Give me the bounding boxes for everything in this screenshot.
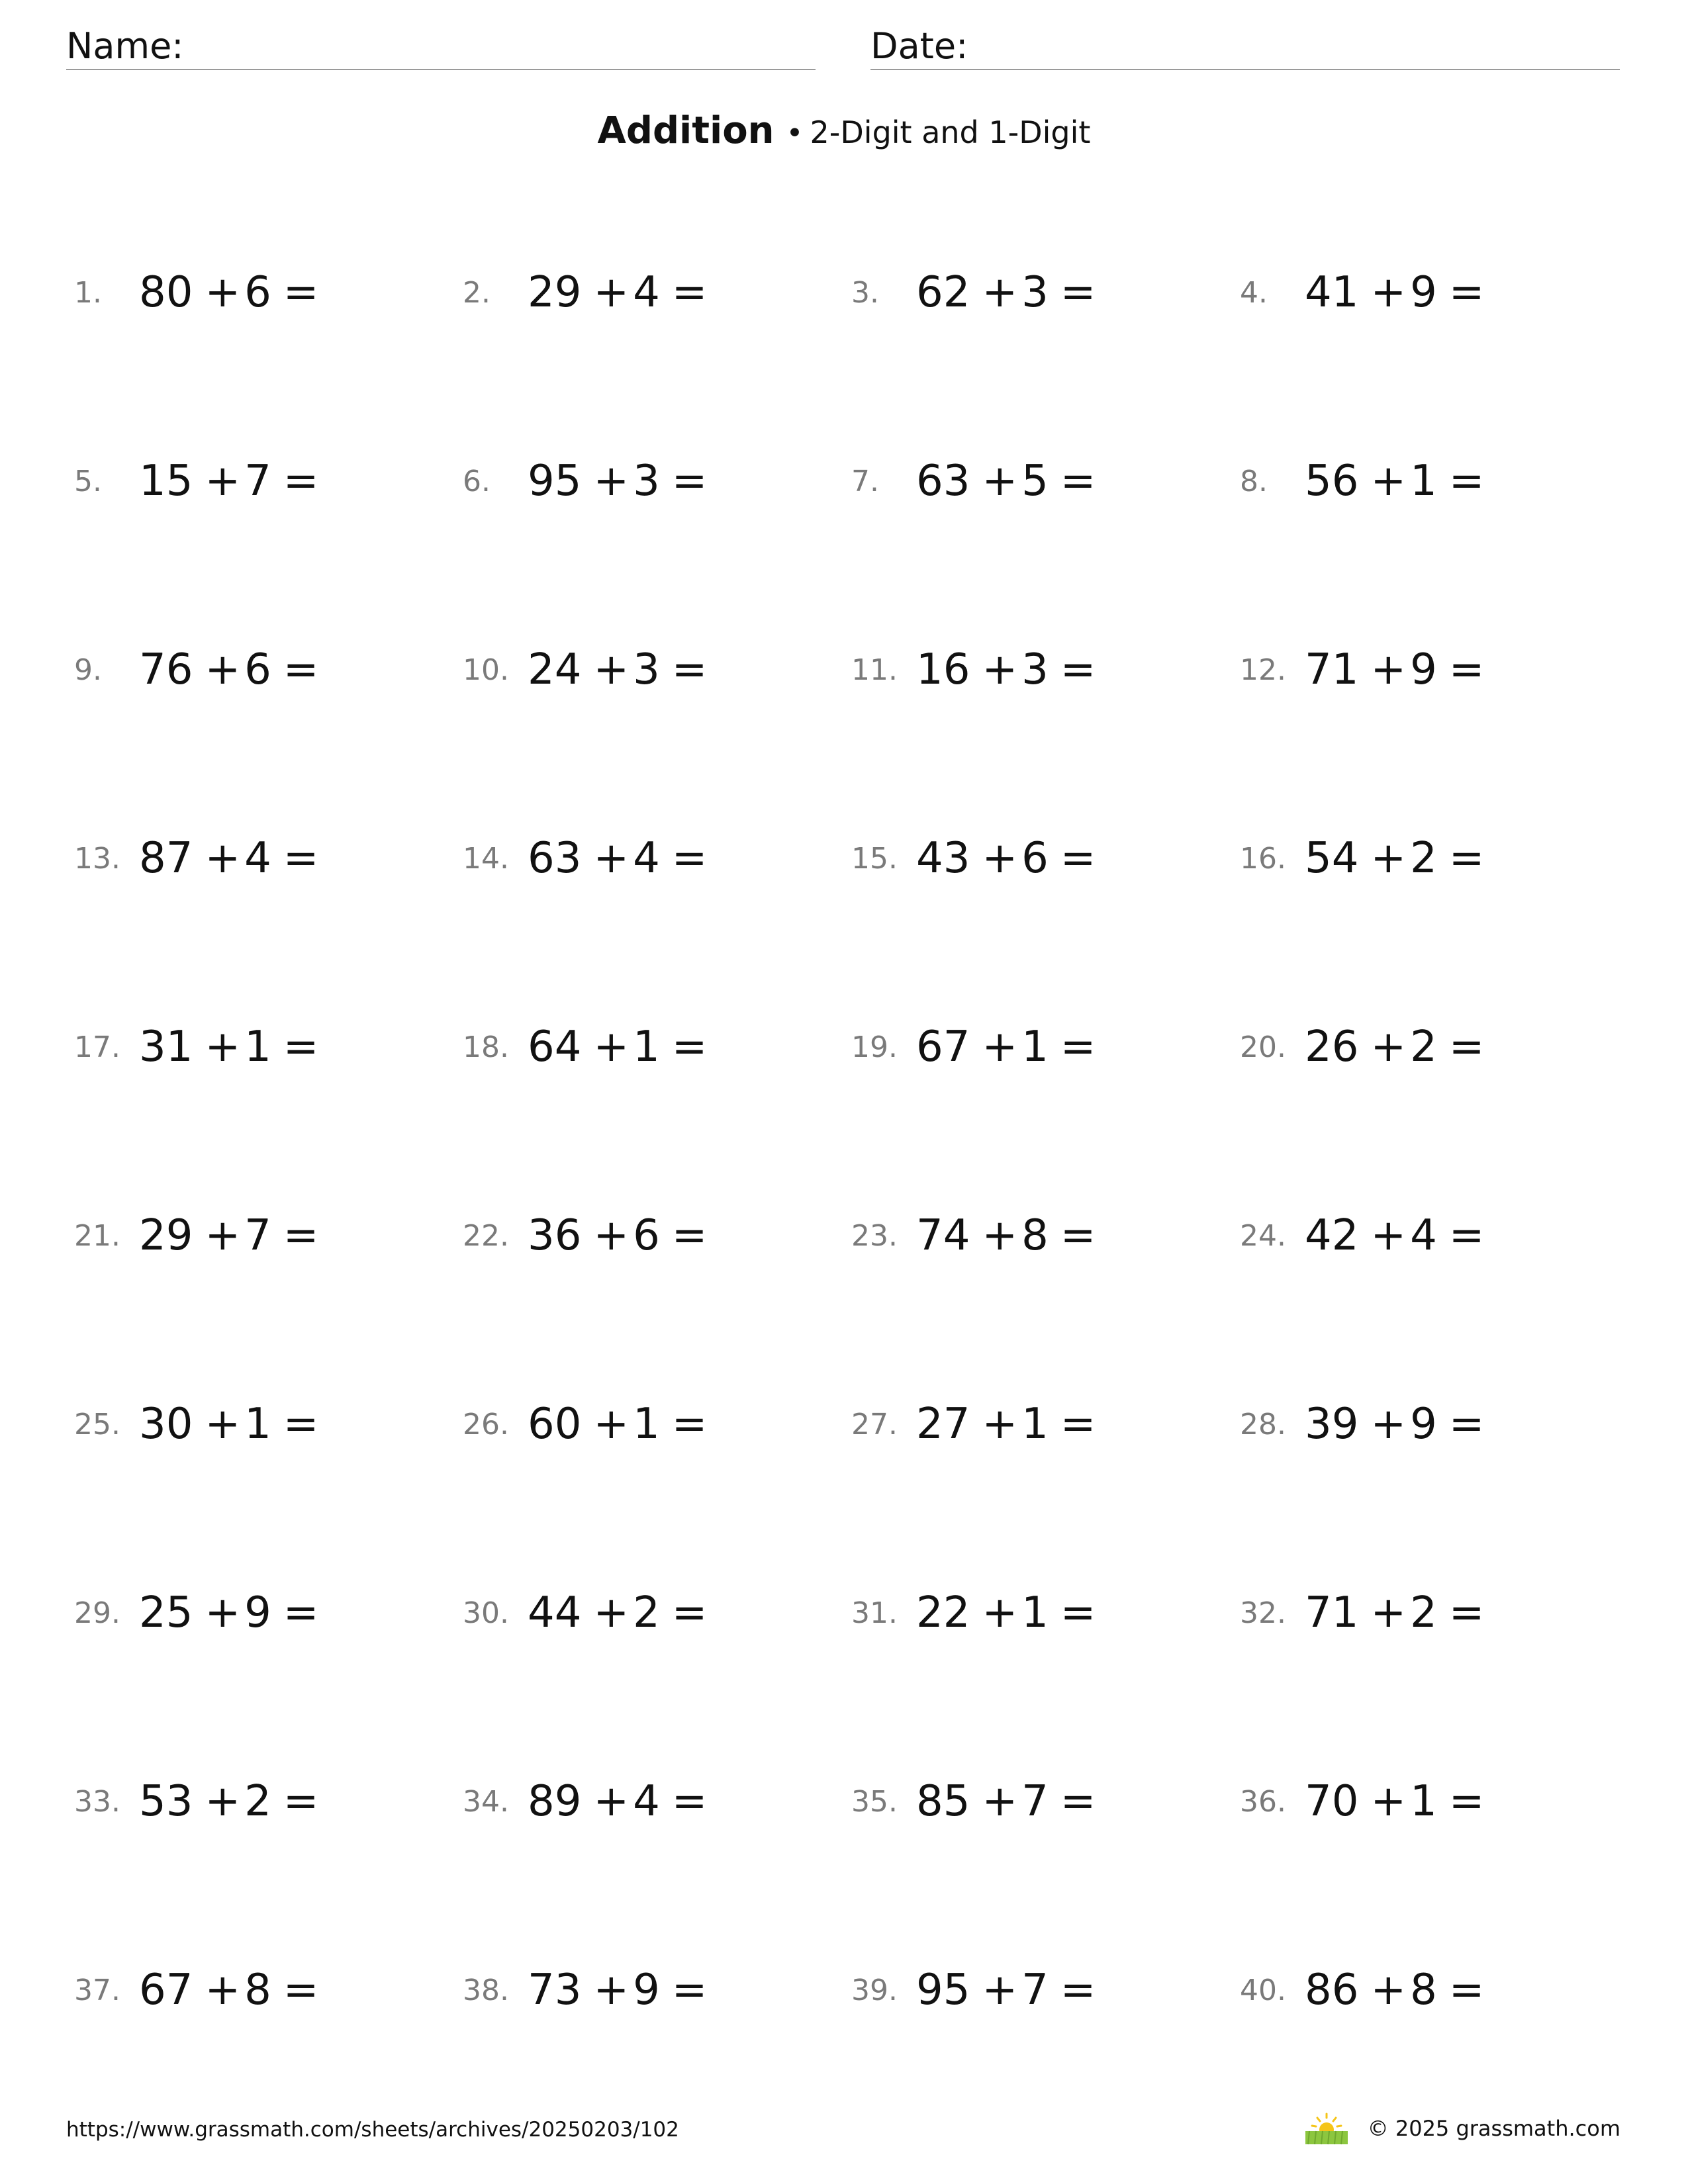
problem-expression (1305, 1211, 1484, 1260)
equals-sign: = (1448, 1777, 1485, 1826)
equals-sign: = (283, 834, 319, 883)
equals-sign: = (671, 1966, 708, 2015)
problem-number: 36. (1240, 1784, 1286, 1819)
addend-b: 7 (1021, 1966, 1049, 2015)
addend-b: 2 (1410, 834, 1437, 883)
equals-sign: = (283, 1023, 319, 1071)
addend-a: 24 (528, 645, 582, 694)
problem-number: 26. (463, 1407, 509, 1441)
problem-item (851, 1195, 1240, 1277)
problem-number: 15. (851, 841, 898, 876)
equals-sign: = (283, 1588, 319, 1637)
problem-number: 29. (74, 1596, 120, 1630)
addend-b: 2 (1410, 1588, 1437, 1637)
plus-sign: + (205, 645, 241, 694)
problem-expression (916, 834, 1096, 883)
plus-sign: + (205, 1588, 241, 1637)
problem-item (74, 251, 463, 334)
problem-item (851, 1949, 1240, 2031)
equals-sign: = (1448, 1211, 1485, 1260)
problem-number: 2. (463, 275, 491, 310)
plus-sign: + (593, 268, 630, 317)
problem-expression (1305, 1588, 1484, 1637)
problem-number: 10. (463, 653, 509, 687)
problem-number: 38. (463, 1973, 509, 2007)
addend-b: 9 (1410, 268, 1437, 317)
equals-sign: = (1448, 1400, 1485, 1449)
equals-sign: = (1060, 834, 1096, 883)
addend-a: 74 (916, 1211, 970, 1260)
plus-sign: + (205, 1400, 241, 1449)
plus-sign: + (1370, 1211, 1407, 1260)
problem-expression (528, 1966, 707, 2015)
plus-sign: + (982, 1023, 1018, 1071)
addend-a: 80 (139, 268, 193, 317)
problem-number: 17. (74, 1030, 120, 1064)
addend-a: 71 (1305, 1588, 1359, 1637)
problem-item (1240, 1949, 1628, 2031)
problem-item (74, 1195, 463, 1277)
addend-a: 62 (916, 268, 970, 317)
addend-b: 7 (244, 1211, 271, 1260)
problem-number: 23. (851, 1218, 898, 1253)
problem-item (1240, 817, 1628, 899)
problem-number: 20. (1240, 1030, 1286, 1064)
problem-expression (916, 1211, 1096, 1260)
problem-number: 25. (74, 1407, 120, 1441)
addend-a: 39 (1305, 1400, 1359, 1449)
addend-b: 1 (1021, 1023, 1049, 1071)
plus-sign: + (1370, 1400, 1407, 1449)
problem-number: 14. (463, 841, 509, 876)
name-field[interactable] (66, 24, 816, 70)
problem-item (851, 629, 1240, 711)
addend-b: 2 (633, 1588, 660, 1637)
equals-sign: = (1448, 834, 1485, 883)
problem-expression (916, 1588, 1096, 1637)
addend-b: 4 (633, 834, 660, 883)
problem-number: 5. (74, 464, 102, 498)
problem-expression (139, 457, 318, 506)
addend-b: 8 (1021, 1211, 1049, 1260)
addend-a: 87 (139, 834, 193, 883)
addend-a: 26 (1305, 1023, 1359, 1071)
addend-b: 2 (1410, 1023, 1437, 1071)
problem-item (463, 1572, 851, 1654)
problem-number: 30. (463, 1596, 509, 1630)
addend-b: 1 (244, 1400, 271, 1449)
problem-item (851, 817, 1240, 899)
plus-sign: + (205, 1211, 241, 1260)
addend-b: 1 (244, 1023, 271, 1071)
problem-number: 13. (74, 841, 120, 876)
addend-b: 1 (1021, 1588, 1049, 1637)
problem-expression (1305, 1777, 1484, 1826)
addend-a: 63 (528, 834, 582, 883)
worksheet-title (0, 105, 1688, 166)
problem-expression (528, 457, 707, 506)
problem-expression (916, 1966, 1096, 2015)
problem-expression (528, 268, 707, 317)
problem-number: 33. (74, 1784, 120, 1819)
addend-a: 30 (139, 1400, 193, 1449)
plus-sign: + (1370, 457, 1407, 506)
problem-number: 4. (1240, 275, 1268, 310)
problem-item (851, 1760, 1240, 1843)
addend-a: 25 (139, 1588, 193, 1637)
problem-number: 40. (1240, 1973, 1286, 2007)
addend-a: 76 (139, 645, 193, 694)
problem-expression (528, 1588, 707, 1637)
problem-expression (916, 457, 1096, 506)
problem-item (1240, 1383, 1628, 1465)
addend-a: 44 (528, 1588, 582, 1637)
problem-item (74, 1006, 463, 1088)
addend-a: 22 (916, 1588, 970, 1637)
problem-expression (916, 1777, 1096, 1826)
problem-number: 1. (74, 275, 102, 310)
plus-sign: + (205, 457, 241, 506)
addend-a: 27 (916, 1400, 970, 1449)
problem-expression (139, 834, 318, 883)
plus-sign: + (593, 457, 630, 506)
problem-expression (139, 1211, 318, 1260)
equals-sign: = (1448, 1023, 1485, 1071)
addend-a: 60 (528, 1400, 582, 1449)
equals-sign: = (1060, 1777, 1096, 1826)
plus-sign: + (593, 1966, 630, 2015)
equals-sign: = (1060, 1400, 1096, 1449)
problem-number: 9. (74, 653, 102, 687)
addend-a: 53 (139, 1777, 193, 1826)
equals-sign: = (1448, 268, 1485, 317)
addend-a: 85 (916, 1777, 970, 1826)
date-field[interactable] (870, 24, 1620, 70)
equals-sign: = (1448, 1966, 1485, 2015)
equals-sign: = (671, 1023, 708, 1071)
equals-sign: = (671, 834, 708, 883)
copyright-text: © 2025 grassmath.com (1367, 2116, 1620, 2141)
problem-item (74, 817, 463, 899)
problem-item (74, 1949, 463, 2031)
problem-number: 7. (851, 464, 879, 498)
name-label: Name: (66, 25, 184, 67)
addend-b: 9 (1410, 645, 1437, 694)
addend-b: 4 (1410, 1211, 1437, 1260)
problem-item (1240, 629, 1628, 711)
addend-a: 63 (916, 457, 970, 506)
addend-b: 1 (1410, 1777, 1437, 1826)
addend-a: 41 (1305, 268, 1359, 317)
addend-b: 1 (1021, 1400, 1049, 1449)
plus-sign: + (205, 1966, 241, 2015)
equals-sign: = (283, 1211, 319, 1260)
addend-b: 9 (244, 1588, 271, 1637)
addend-b: 6 (244, 645, 271, 694)
problem-item (463, 440, 851, 522)
plus-sign: + (593, 834, 630, 883)
problem-expression (916, 268, 1096, 317)
problem-item (851, 440, 1240, 522)
title-subtitle: 2-Digit and 1-Digit (810, 114, 1091, 150)
addend-a: 95 (528, 457, 582, 506)
problem-number: 28. (1240, 1407, 1286, 1441)
problem-number: 24. (1240, 1218, 1286, 1253)
problem-number: 31. (851, 1596, 898, 1630)
problem-item (851, 1006, 1240, 1088)
equals-sign: = (671, 1211, 708, 1260)
addend-a: 16 (916, 645, 970, 694)
problem-item (74, 629, 463, 711)
addend-a: 31 (139, 1023, 193, 1071)
problem-number: 34. (463, 1784, 509, 1819)
addend-b: 7 (244, 457, 271, 506)
plus-sign: + (1370, 1023, 1407, 1071)
equals-sign: = (1448, 457, 1485, 506)
problem-expression (528, 1777, 707, 1826)
problem-number: 11. (851, 653, 898, 687)
equals-sign: = (1060, 457, 1096, 506)
problem-item (851, 251, 1240, 334)
addend-a: 89 (528, 1777, 582, 1826)
date-label: Date: (870, 25, 968, 67)
addend-a: 86 (1305, 1966, 1359, 2015)
plus-sign: + (1370, 834, 1407, 883)
addend-a: 67 (139, 1966, 193, 2015)
plus-sign: + (982, 834, 1018, 883)
plus-sign: + (982, 457, 1018, 506)
addend-b: 8 (1410, 1966, 1437, 2015)
problem-item (1240, 1760, 1628, 1843)
equals-sign: = (283, 268, 319, 317)
footer-brand (1303, 2109, 1620, 2148)
plus-sign: + (1370, 645, 1407, 694)
equals-sign: = (671, 457, 708, 506)
problem-expression (139, 1966, 318, 2015)
problem-expression (916, 1400, 1096, 1449)
addend-a: 67 (916, 1023, 970, 1071)
problem-number: 32. (1240, 1596, 1286, 1630)
problem-expression (1305, 1023, 1484, 1071)
plus-sign: + (205, 1777, 241, 1826)
problem-number: 8. (1240, 464, 1268, 498)
plus-sign: + (982, 1588, 1018, 1637)
problem-item (463, 1195, 851, 1277)
problem-item (1240, 1572, 1628, 1654)
plus-sign: + (982, 645, 1018, 694)
plus-sign: + (205, 268, 241, 317)
plus-sign: + (205, 1023, 241, 1071)
problem-expression (528, 1211, 707, 1260)
problem-item (1240, 440, 1628, 522)
plus-sign: + (593, 1777, 630, 1826)
equals-sign: = (671, 1588, 708, 1637)
problem-number: 35. (851, 1784, 898, 1819)
problem-number: 37. (74, 1973, 120, 2007)
plus-sign: + (593, 645, 630, 694)
problem-item (463, 1006, 851, 1088)
problem-grid (74, 251, 1623, 2138)
addend-b: 6 (244, 268, 271, 317)
problem-item (463, 817, 851, 899)
addend-b: 1 (1410, 457, 1437, 506)
equals-sign: = (283, 1400, 319, 1449)
equals-sign: = (1448, 645, 1485, 694)
equals-sign: = (1060, 1588, 1096, 1637)
addend-a: 29 (528, 268, 582, 317)
equals-sign: = (283, 1966, 319, 2015)
problem-number: 16. (1240, 841, 1286, 876)
equals-sign: = (671, 268, 708, 317)
equals-sign: = (671, 1777, 708, 1826)
addend-b: 2 (244, 1777, 271, 1826)
problem-item (463, 251, 851, 334)
addend-a: 54 (1305, 834, 1359, 883)
problem-number: 21. (74, 1218, 120, 1253)
plus-sign: + (1370, 1588, 1407, 1637)
problem-expression (1305, 1966, 1484, 2015)
addend-a: 73 (528, 1966, 582, 2015)
addend-b: 4 (633, 1777, 660, 1826)
plus-sign: + (593, 1211, 630, 1260)
problem-expression (1305, 834, 1484, 883)
plus-sign: + (982, 1777, 1018, 1826)
plus-sign: + (1370, 268, 1407, 317)
problem-number: 39. (851, 1973, 898, 2007)
addend-a: 15 (139, 457, 193, 506)
problem-item (1240, 251, 1628, 334)
equals-sign: = (671, 1400, 708, 1449)
plus-sign: + (1370, 1966, 1407, 2015)
title-separator: • (786, 116, 804, 150)
problem-item (463, 1383, 851, 1465)
addend-b: 4 (244, 834, 271, 883)
problem-expression (1305, 457, 1484, 506)
addend-a: 56 (1305, 457, 1359, 506)
addend-a: 64 (528, 1023, 582, 1071)
problem-number: 27. (851, 1407, 898, 1441)
addend-b: 3 (633, 645, 660, 694)
addend-a: 42 (1305, 1211, 1359, 1260)
problem-expression (139, 1777, 318, 1826)
problem-item (74, 1383, 463, 1465)
equals-sign: = (1448, 1588, 1485, 1637)
problem-expression (139, 645, 318, 694)
problem-expression (528, 1023, 707, 1071)
problem-item (74, 1760, 463, 1843)
equals-sign: = (1060, 645, 1096, 694)
problem-expression (139, 1588, 318, 1637)
problem-expression (528, 834, 707, 883)
addend-a: 95 (916, 1966, 970, 2015)
title-main: Addition (597, 109, 774, 152)
plus-sign: + (205, 834, 241, 883)
problem-item (1240, 1195, 1628, 1277)
problem-item (74, 1572, 463, 1654)
problem-expression (139, 268, 318, 317)
addend-a: 43 (916, 834, 970, 883)
addend-a: 36 (528, 1211, 582, 1260)
addend-b: 1 (633, 1023, 660, 1071)
plus-sign: + (593, 1023, 630, 1071)
problem-expression (139, 1023, 318, 1071)
addend-a: 29 (139, 1211, 193, 1260)
problem-number: 19. (851, 1030, 898, 1064)
equals-sign: = (1060, 1966, 1096, 2015)
problem-item (1240, 1006, 1628, 1088)
plus-sign: + (593, 1588, 630, 1637)
problem-expression (916, 645, 1096, 694)
problem-number: 22. (463, 1218, 509, 1253)
addend-b: 4 (633, 268, 660, 317)
plus-sign: + (982, 1400, 1018, 1449)
problem-number: 12. (1240, 653, 1286, 687)
problem-item (463, 1949, 851, 2031)
addend-b: 1 (633, 1400, 660, 1449)
addend-b: 5 (1021, 457, 1049, 506)
problem-number: 18. (463, 1030, 509, 1064)
addend-b: 9 (1410, 1400, 1437, 1449)
grass-sun-logo-icon (1303, 2111, 1350, 2146)
problem-expression (139, 1400, 318, 1449)
plus-sign: + (593, 1400, 630, 1449)
equals-sign: = (283, 457, 319, 506)
addend-b: 8 (244, 1966, 271, 2015)
problem-expression (528, 645, 707, 694)
plus-sign: + (982, 1966, 1018, 2015)
equals-sign: = (283, 645, 319, 694)
problem-expression (1305, 1400, 1484, 1449)
addend-b: 3 (1021, 268, 1049, 317)
addend-b: 9 (633, 1966, 660, 2015)
addend-b: 3 (633, 457, 660, 506)
problem-item (851, 1572, 1240, 1654)
problem-expression (1305, 268, 1484, 317)
equals-sign: = (1060, 268, 1096, 317)
equals-sign: = (1060, 1023, 1096, 1071)
problem-item (851, 1383, 1240, 1465)
problem-number: 6. (463, 464, 491, 498)
problem-expression (528, 1400, 707, 1449)
plus-sign: + (982, 1211, 1018, 1260)
addend-b: 7 (1021, 1777, 1049, 1826)
problem-item (463, 629, 851, 711)
equals-sign: = (1060, 1211, 1096, 1260)
addend-a: 71 (1305, 645, 1359, 694)
problem-number: 3. (851, 275, 879, 310)
equals-sign: = (283, 1777, 319, 1826)
addend-b: 6 (633, 1211, 660, 1260)
problem-item (463, 1760, 851, 1843)
addend-b: 3 (1021, 645, 1049, 694)
plus-sign: + (1370, 1777, 1407, 1826)
addend-a: 70 (1305, 1777, 1359, 1826)
plus-sign: + (982, 268, 1018, 317)
problem-expression (916, 1023, 1096, 1071)
problem-expression (1305, 645, 1484, 694)
problem-item (74, 440, 463, 522)
footer-url: https://www.grassmath.com/sheets/archives/20250203/102 (66, 2118, 679, 2142)
addend-b: 6 (1021, 834, 1049, 883)
equals-sign: = (671, 645, 708, 694)
